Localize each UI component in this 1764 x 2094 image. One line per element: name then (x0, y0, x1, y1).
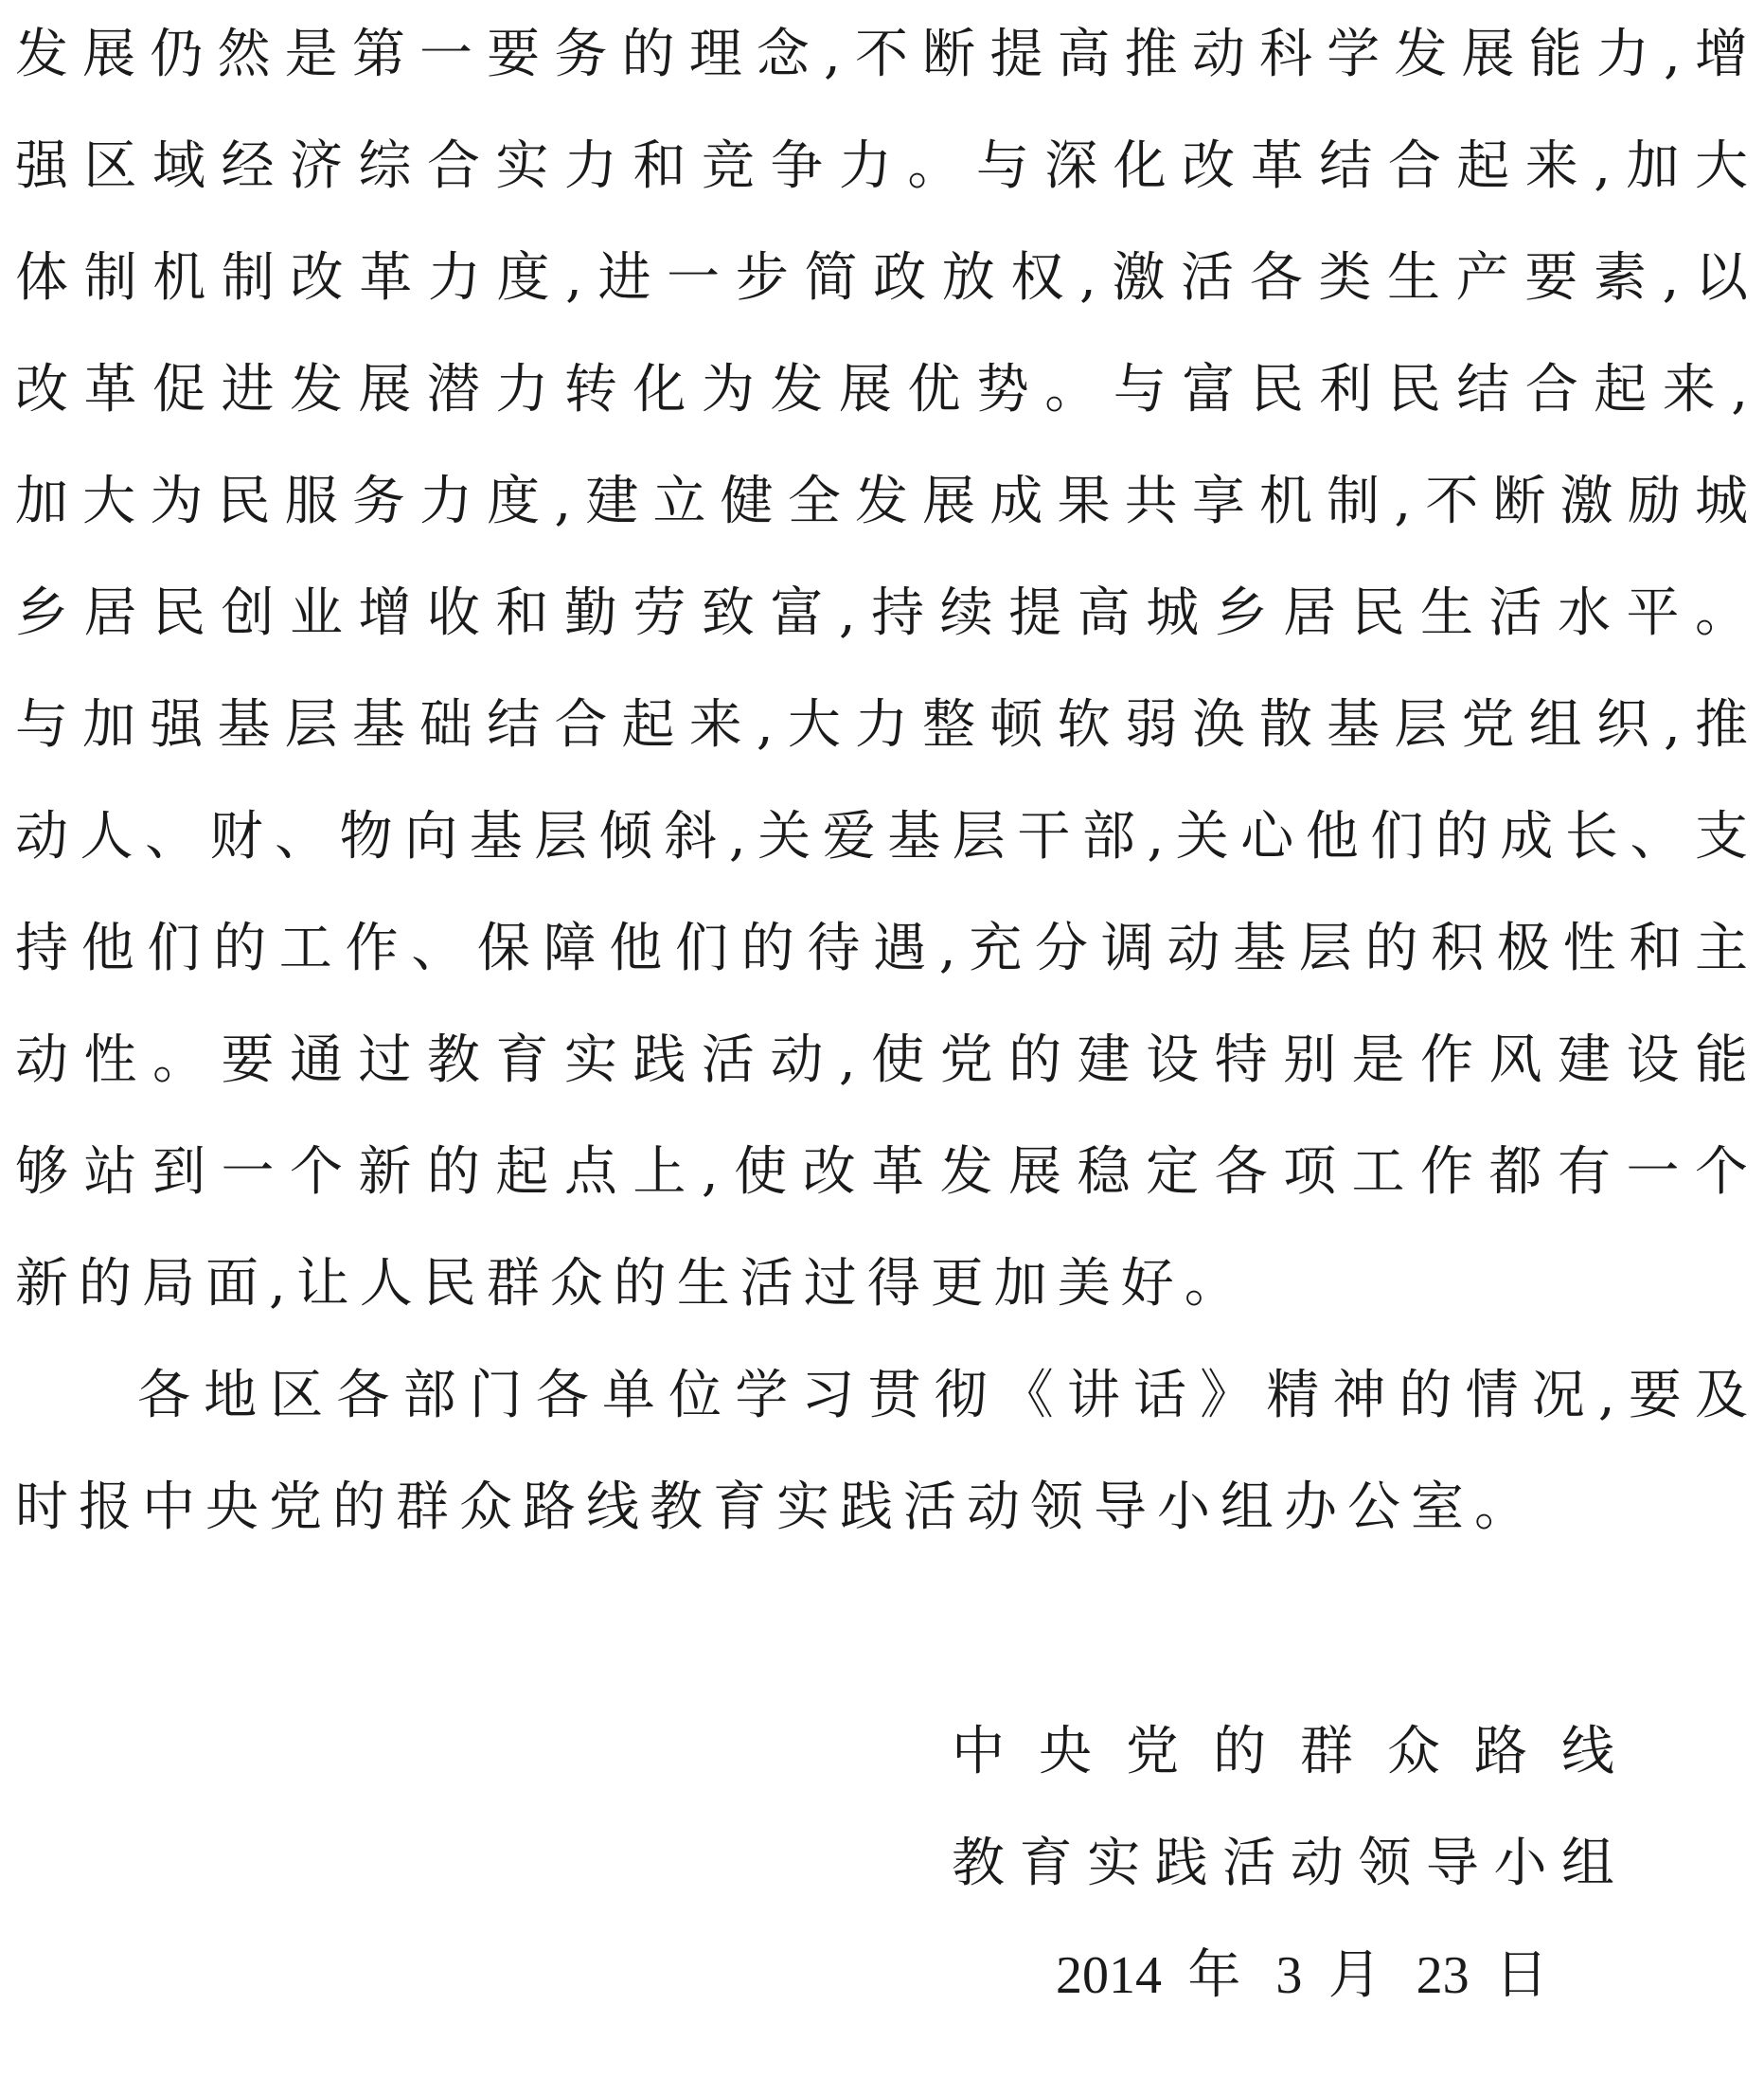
body-line-7: 与加强基层基础结合起来,大力整顿软弱涣散基层党组织,推 (15, 694, 1748, 756)
body-line-11: 够站到一个新的起点上,使改革发展稳定各项工作都有一个 (15, 1141, 1748, 1203)
body-line-13: 各地区各部门各单位学习贯彻《讲话》精神的情况,要及 (137, 1365, 1748, 1426)
date-day: 23 (1416, 1946, 1470, 2005)
body-line-14: 时报中央党的群众路线教育实践活动领导小组办公室。 (15, 1477, 1538, 1538)
signature-date (1056, 1928, 1548, 2023)
body-line-9: 持他们的工作、保障他们的待遇,充分调动基层的积极性和主 (15, 918, 1748, 979)
body-line-8: 动人、财、物向基层倾斜,关爱基层干部,关心他们的成长、支 (15, 806, 1748, 868)
signature-org-line-1: 中央党的群众路线 (952, 1721, 1614, 1782)
body-line-3: 体制机制改革力度,进一步简政放权,激活各类生产要素,以 (15, 247, 1748, 309)
body-line-6: 乡居民创业增收和勤劳致富,持续提高城乡居民生活水平。 (15, 582, 1748, 644)
date-month-unit: 月 (1327, 1944, 1391, 2006)
body-line-2: 强区域经济综合实力和竞争力。与深化改革结合起来,加大 (15, 135, 1748, 197)
body-line-10: 动性。要通过教育实践活动,使党的建设特别是作风建设能 (15, 1029, 1748, 1091)
body-line-5: 加大为民服务力度,建立健全发展成果共享机制,不断激励城 (15, 471, 1748, 532)
body-line-1: 发展仍然是第一要务的理念,不断提高推动科学发展能力,增 (15, 24, 1748, 85)
body-line-4: 改革促进发展潜力转化为发展优势。与富民利民结合起来, (15, 359, 1748, 421)
body-line-12: 新的局面,让人民群众的生活过得更加美好。 (15, 1253, 1248, 1315)
date-month: 3 (1275, 1946, 1303, 2005)
date-year: 2014 (1056, 1946, 1162, 2005)
date-year-unit: 年 (1187, 1944, 1250, 2006)
date-day-unit: 日 (1495, 1944, 1548, 2006)
signature-org-line-2: 教育实践活动领导小组 (952, 1833, 1614, 1894)
